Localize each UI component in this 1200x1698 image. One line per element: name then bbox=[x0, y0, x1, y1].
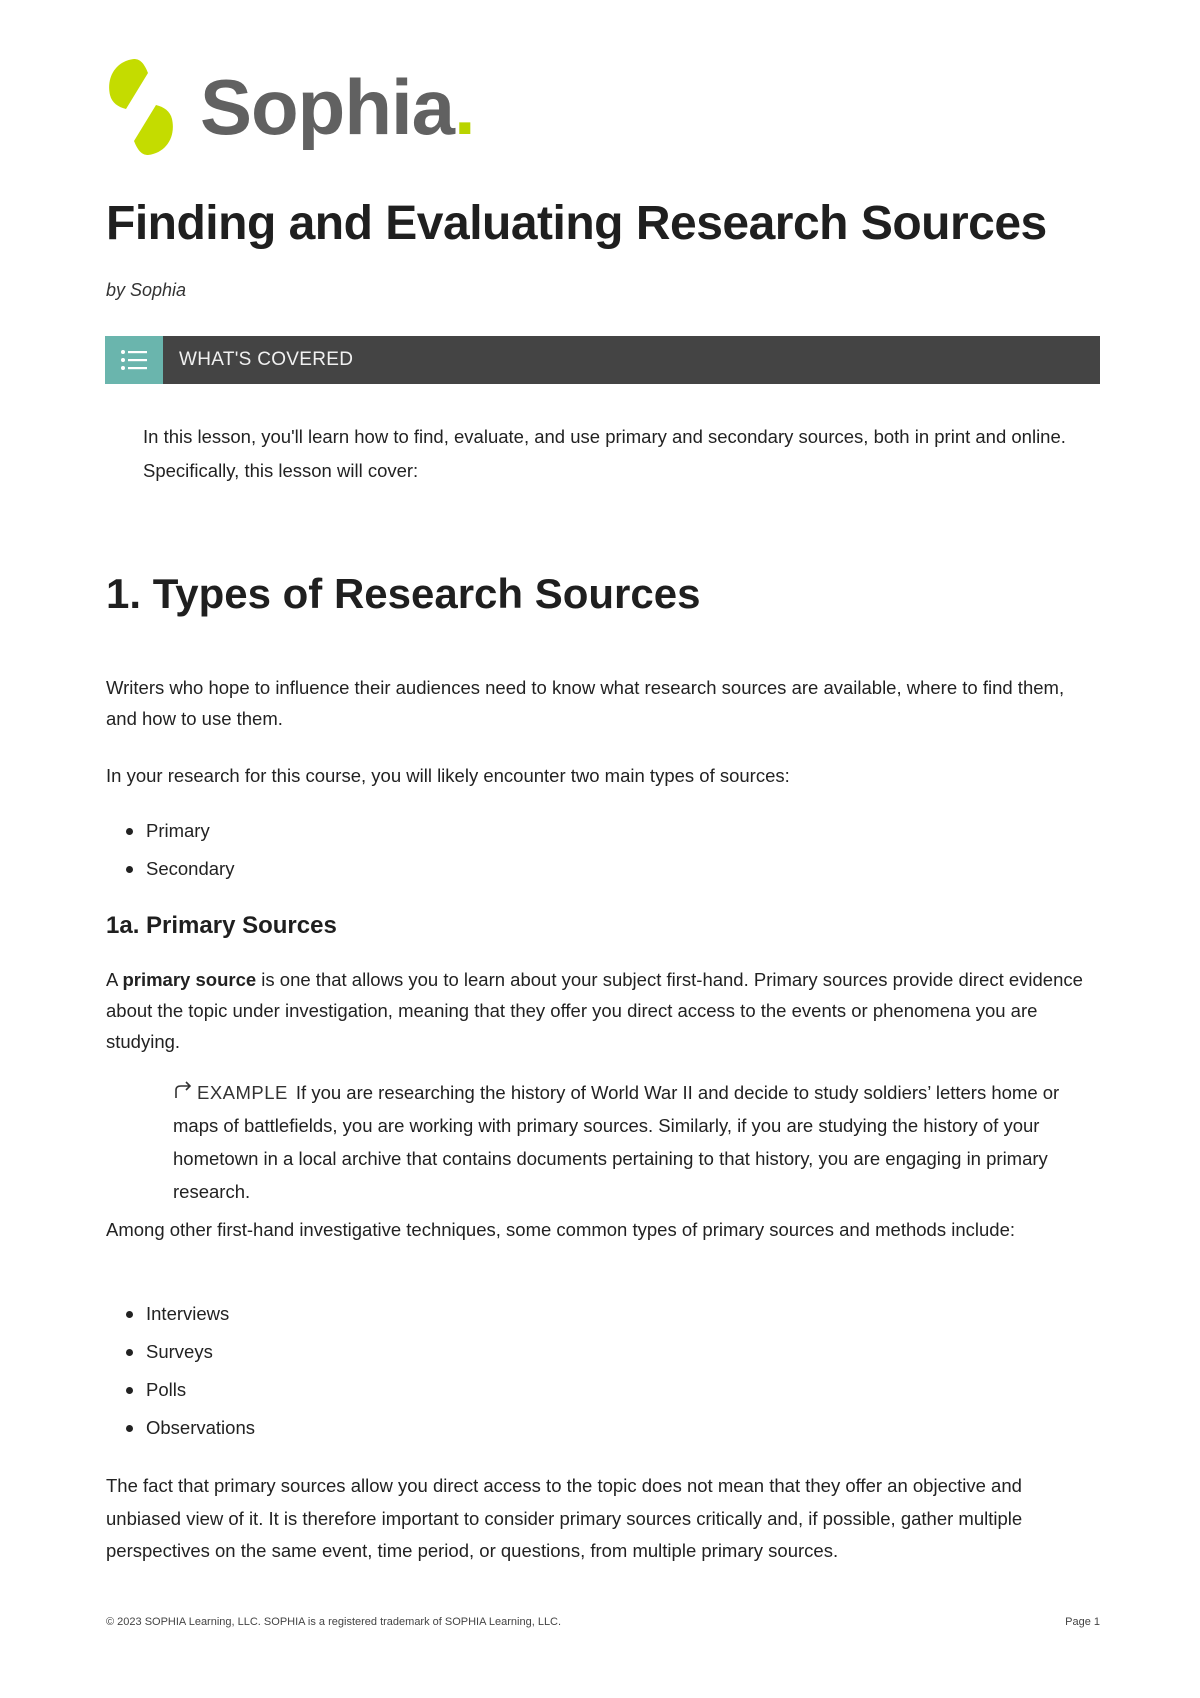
page-title: Finding and Evaluating Research Sources bbox=[106, 197, 1047, 250]
list-item: Surveys bbox=[126, 1333, 255, 1371]
paragraph: Writers who hope to influence their audiences need to know what research sources are available, where to find them, and how to use them. bbox=[106, 677, 1065, 729]
whats-covered-icon-box bbox=[105, 336, 163, 384]
paragraph: Among other first-hand investigative techniques, some common types of primary sources and methods include: bbox=[106, 1219, 1016, 1240]
whats-covered-text: In this lesson, you'll learn how to find, evaluate, and use primary and secondary sources, both in print and online. Specifically, this lesson will cover: bbox=[143, 426, 1066, 481]
sophia-logo bbox=[104, 52, 475, 162]
paragraph: In your research for this course, you will likely encounter two main types of sources: bbox=[106, 765, 790, 786]
list-item: Polls bbox=[126, 1371, 255, 1409]
copyright-notice: © 2023 SOPHIA Learning, LLC. SOPHIA is a registered trademark of SOPHIA Learning, LLC. bbox=[106, 1616, 562, 1628]
methods-list bbox=[126, 1295, 255, 1447]
example-tag: EXAMPLE bbox=[173, 1076, 288, 1109]
list-item: Interviews bbox=[126, 1295, 255, 1333]
whats-covered-label: WHAT'S COVERED bbox=[179, 349, 354, 370]
list-icon bbox=[120, 348, 148, 372]
page-number: Page 1 bbox=[1065, 1616, 1100, 1628]
list-item: Secondary bbox=[126, 850, 234, 888]
paragraph: A primary source is one that allows you to learn about your subject first-hand. Primary sources provide direct evidence about the topic under investigation, meaning that they offer you direct access to the events or phenomena you are studying. bbox=[106, 969, 1083, 1052]
list-item: Observations bbox=[126, 1409, 255, 1447]
source-types-list bbox=[126, 812, 234, 888]
example-callout: EXAMPLE If you are researching the history of World War II and decide to study soldiers’ letters home or maps of battlefields, you are working with primary sources. Similarly, if you are studying the history of your hometown in a local archive that contains documents pertaining to that history, you are engaging in primary research. bbox=[173, 1076, 1098, 1208]
bullet-icon bbox=[126, 1387, 133, 1394]
bullet-icon bbox=[126, 866, 133, 873]
section-heading: 1. Types of Research Sources bbox=[106, 570, 701, 617]
list-item: Primary bbox=[126, 812, 234, 850]
whats-covered-banner bbox=[105, 336, 1100, 384]
sophia-logo-icon bbox=[104, 55, 178, 159]
byline: by Sophia bbox=[106, 280, 187, 300]
key-term: primary source bbox=[122, 969, 257, 990]
bullet-icon bbox=[126, 1311, 133, 1318]
sophia-wordmark: Sophia. bbox=[200, 63, 475, 151]
turn-arrow-icon bbox=[173, 1081, 193, 1099]
page-footer bbox=[106, 1616, 1100, 1628]
paragraph: The fact that primary sources allow you direct access to the topic does not mean that they offer an objective and unbiased view of it. It is therefore important to consider primary sources critically and, if possible, gather multiple perspectives on the same event, time period, or questions, from multiple primary sources. bbox=[106, 1475, 1023, 1561]
subsection-heading: 1a. Primary Sources bbox=[106, 912, 337, 939]
bullet-icon bbox=[126, 828, 133, 835]
bullet-icon bbox=[126, 1425, 133, 1432]
bullet-icon bbox=[126, 1349, 133, 1356]
